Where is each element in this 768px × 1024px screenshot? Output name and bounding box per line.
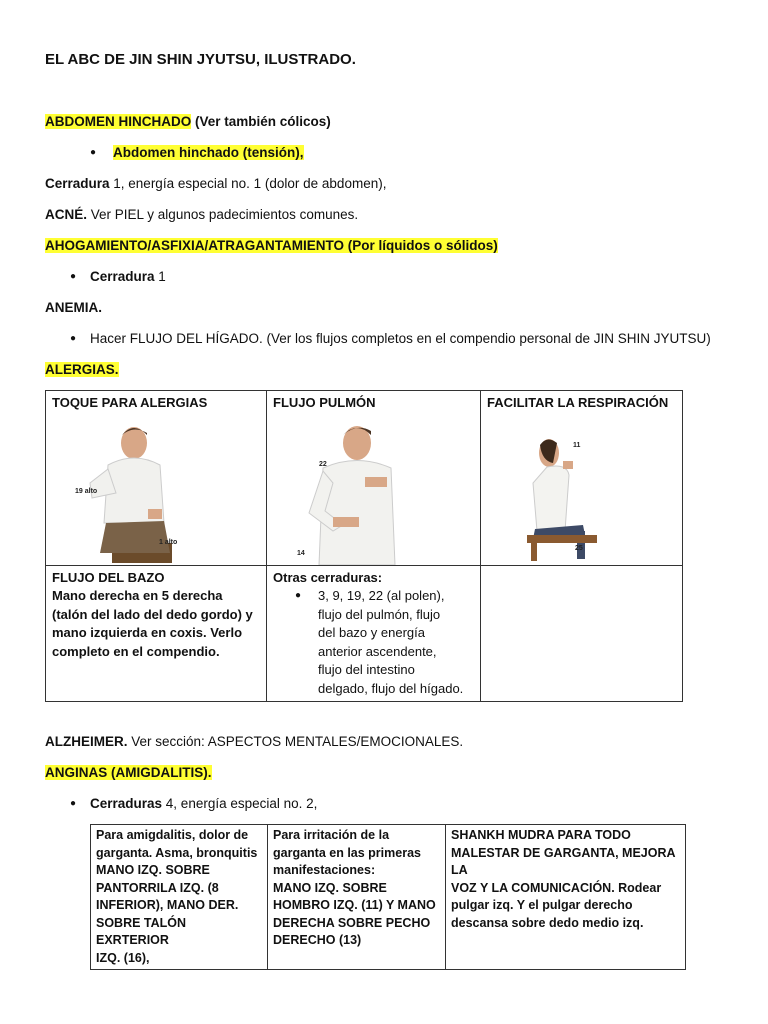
point-label: 14 (297, 549, 305, 557)
alergias-heading: ALERGIAS. (45, 362, 119, 377)
anginas-bullet-text: 4, energía especial no. 2, (162, 796, 318, 811)
otras-line: del bazo y energía (318, 625, 425, 640)
anginas-line: HOMBRO IZQ. (11) Y MANO (273, 898, 436, 912)
cerradura-label: Cerradura (45, 176, 110, 191)
otras-list (273, 587, 474, 698)
otras-title: Otras cerraduras: (273, 569, 383, 585)
bullet-icon: ● (90, 147, 97, 158)
alzheimer-line (45, 733, 463, 751)
anginas-line: pulgar izq. Y el pulgar derecho (451, 898, 633, 912)
otras-line: flujo del pulmón, flujo (318, 606, 441, 622)
bazo-line: mano izquierda en coxis. Verlo (52, 625, 243, 640)
photo-facilitar-respiracion (487, 413, 676, 565)
anginas-line: IZQ. (16), (96, 950, 150, 965)
page-title: EL ABC DE JIN SHIN JYUTSU, ILUSTRADO. (45, 51, 356, 68)
anginas-line: DERECHO (13) (273, 933, 362, 947)
bullet-icon: ● (70, 271, 77, 282)
alergias-cell-2 (267, 391, 481, 566)
cerradura-text: 1, energía especial no. 1 (dolor de abdomen), (109, 176, 387, 191)
otras-line: delgado, flujo del hígado. (318, 680, 464, 696)
otras-line: anterior ascendente, (318, 643, 437, 659)
alzheimer-text: Ver sección: ASPECTOS MENTALES/EMOCIONALES. (127, 734, 464, 749)
anginas-line: PANTORRILA IZQ. (8 (96, 880, 219, 895)
abdomen-bullet: Abdomen hinchado (tensión), (113, 145, 304, 160)
photo-toque-alergias (52, 413, 260, 565)
alergias-cell-3 (481, 391, 683, 566)
abdomen-heading: ABDOMEN HINCHADO (45, 114, 192, 129)
anginas-line: INFERIOR), MANO DER. (96, 898, 239, 912)
acne-label: ACNÉ. (45, 207, 88, 222)
anginas-line: MANO IZQ. SOBRE (96, 863, 210, 877)
abdomen-heading-line (45, 113, 331, 131)
anginas-line: VOZ Y LA COMUNICACIÓN. Rodear (451, 880, 662, 895)
point-label: 1 alto (159, 538, 178, 546)
anginas-line: DERECHA SOBRE PECHO (273, 915, 431, 930)
otras-cell (267, 565, 481, 702)
anginas-bullet-label: Cerraduras (90, 796, 163, 811)
ahogamiento-bullet-text: 1 (154, 269, 166, 284)
otras-line: flujo del intestino (318, 662, 415, 677)
col-title: FACILITAR LA RESPIRACIÓN (487, 395, 669, 410)
anginas-line: garganta. Asma, bronquitis (96, 845, 258, 860)
acne-text: Ver PIEL y algunos padecimientos comunes. (87, 207, 359, 222)
bullet-icon: ● (295, 590, 302, 601)
anginas-line: MANO IZQ. SOBRE (273, 880, 387, 895)
alzheimer-label: ALZHEIMER. (45, 734, 128, 749)
anginas-line: SHANKH MUDRA PARA TODO (451, 828, 631, 842)
point-label: 11 (573, 441, 581, 449)
anginas-cell-2 (268, 825, 446, 970)
ahogamiento-bullet-label: Cerradura (90, 269, 155, 284)
abdomen-see-also: (Ver también cólicos) (191, 114, 331, 129)
person-standing-illustration (273, 413, 474, 565)
alergias-table (45, 390, 683, 702)
alergias-heading-line (45, 361, 119, 379)
ahogamiento-heading: AHOGAMIENTO/ASFIXIA/ATRAGANTAMIENTO (Por líquidos o sólidos) (45, 238, 498, 253)
anginas-line: Para irritación de la (273, 828, 390, 842)
bazo-cell (46, 565, 267, 702)
anemia-bullet: Hacer FLUJO DEL HÍGADO. (Ver los flujos completos en el compendio personal de JIN SHIN JYUTSU) (90, 331, 711, 346)
anginas-bullet (90, 795, 317, 813)
anginas-line: manifestaciones: (273, 863, 376, 877)
anginas-line: garganta en las primeras (273, 845, 421, 860)
abdomen-cerradura (45, 175, 386, 193)
anginas-heading-line (45, 764, 212, 782)
ahogamiento-heading-line (45, 237, 498, 255)
anginas-heading: ANGINAS (AMIGDALITIS). (45, 765, 212, 780)
anginas-table (90, 824, 686, 970)
anginas-cell-1 (91, 825, 268, 970)
bazo-line: FLUJO DEL BAZO (52, 569, 165, 585)
abdomen-bullet-line (113, 144, 304, 162)
bullet-icon: ● (70, 798, 77, 809)
anginas-line: SOBRE TALÓN EXRTERIOR (96, 915, 187, 947)
anginas-line: Para amigdalitis, dolor de (96, 828, 249, 842)
anginas-line: MALESTAR DE GARGANTA, MEJORA LA (451, 845, 676, 877)
ahogamiento-bullet (90, 268, 166, 286)
bazo-line: Mano derecha en 5 derecha (52, 588, 223, 603)
anginas-line: descansa sobre dedo medio izq. (451, 915, 644, 930)
col-title: TOQUE PARA ALERGIAS (52, 395, 208, 410)
anemia-heading: ANEMIA. (45, 300, 102, 315)
point-label: 22 (319, 460, 327, 468)
bazo-line: completo en el compendio. (52, 643, 220, 659)
alergias-cell-1 (46, 391, 267, 566)
otras-line: 3, 9, 19, 22 (al polen), (318, 588, 445, 603)
acne-line (45, 206, 358, 224)
point-label: 19 alto (75, 487, 98, 495)
photo-flujo-pulmon (273, 413, 474, 565)
col-title: FLUJO PULMÓN (273, 395, 376, 410)
point-label: 25 (575, 544, 583, 552)
empty-cell (481, 565, 683, 702)
bullet-icon: ● (70, 333, 77, 344)
bazo-line: (talón del lado del dedo gordo) y (52, 606, 253, 622)
anginas-cell-3 (446, 825, 686, 970)
